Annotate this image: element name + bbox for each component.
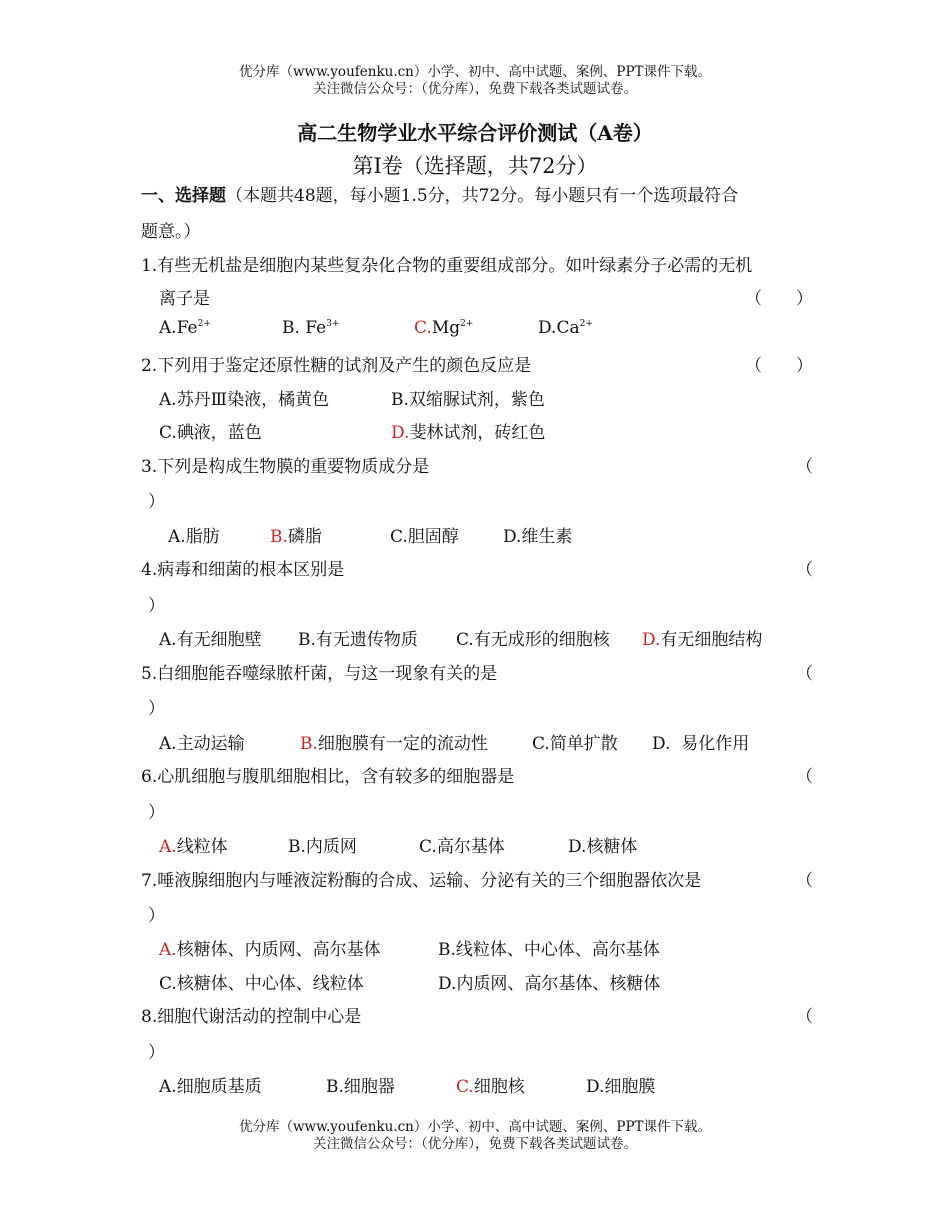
question-5-stem: 5.白细胞能吞噬绿脓杆菌，与这一现象有关的是 bbox=[141, 664, 498, 684]
question-1-stem-2: 离子是 bbox=[159, 289, 210, 309]
question-4-option-b: B.有无遗传物质 bbox=[298, 630, 418, 650]
question-7-option-d: D.内质网、高尔基体、核糖体 bbox=[438, 974, 661, 994]
question-8-option-c: C.细胞核 bbox=[456, 1077, 525, 1097]
answer-mark: B. bbox=[270, 527, 288, 547]
footer-line-1: 优分库（www.youfenku.cn）小学、初中、高中试题、案例、PPT课件下载。 bbox=[238, 1119, 712, 1135]
question-4-option-c: C.有无成形的细胞核 bbox=[456, 630, 610, 650]
answer-mark: D. bbox=[391, 423, 410, 443]
question-6-option-a: A.线粒体 bbox=[159, 837, 228, 857]
question-3-paren-close: ） bbox=[148, 492, 165, 512]
question-3-option-b: B.磷脂 bbox=[270, 527, 322, 547]
question-1-stem-1: 1.有些无机盐是细胞内某些复杂化合物的重要组成部分。如叶绿素分子必需的无机 bbox=[141, 256, 753, 276]
answer-mark: B. bbox=[300, 734, 318, 754]
page-footer bbox=[0, 1119, 950, 1153]
question-1-answer-blank: （ ） bbox=[745, 289, 813, 309]
section-heading: 一、选择题 bbox=[141, 186, 226, 206]
question-4-stem: 4.病毒和细菌的根本区别是 bbox=[141, 560, 345, 580]
question-1-option-b: B. $Fe^{3+}$ bbox=[282, 318, 340, 338]
question-4-paren-open: （ bbox=[796, 560, 813, 580]
question-3-stem: 3.下列是构成生物膜的重要物质成分是 bbox=[141, 457, 430, 477]
question-5-paren-close: ） bbox=[148, 699, 165, 719]
question-8-paren-open: （ bbox=[796, 1007, 813, 1027]
answer-mark: C. bbox=[414, 318, 432, 338]
question-2-option-b: B.双缩脲试剂，紫色 bbox=[391, 390, 545, 410]
question-6-stem: 6.心肌细胞与腹肌细胞相比，含有较多的细胞器是 bbox=[141, 767, 515, 787]
exam-subtitle: 第Ⅰ卷（选择题，共72分） bbox=[352, 154, 598, 178]
section-instructions-2: 题意。） bbox=[141, 222, 201, 242]
question-5-option-b: B.细胞膜有一定的流动性 bbox=[300, 734, 488, 754]
question-2-option-a: A.苏丹Ⅲ染液，橘黄色 bbox=[159, 390, 330, 410]
question-3-option-d: D.维生素 bbox=[503, 527, 573, 547]
question-6-option-c: C.高尔基体 bbox=[419, 837, 505, 857]
question-2-option-c: C.碘液，蓝色 bbox=[159, 423, 262, 443]
question-1-option-d: $D.Ca^{2+}$ bbox=[538, 318, 593, 338]
question-1-option-a: $A.Fe^{2+}$ bbox=[159, 318, 211, 338]
question-8-option-a: A.细胞质基质 bbox=[159, 1077, 262, 1097]
question-5-option-d: D. 易化作用 bbox=[652, 734, 750, 754]
footer-line-2: 关注微信公众号：（优分库），免费下载各类试题试卷。 bbox=[313, 1136, 637, 1152]
question-7-option-b: B.线粒体、中心体、高尔基体 bbox=[438, 940, 660, 960]
exam-title: 高二生物学业水平综合评价测试（A卷） bbox=[297, 121, 653, 145]
question-8-option-d: D.细胞膜 bbox=[586, 1077, 656, 1097]
question-8-stem: 8.细胞代谢活动的控制中心是 bbox=[141, 1007, 362, 1027]
question-6-option-d: D.核糖体 bbox=[568, 837, 638, 857]
question-1-option-c: $C.Mg^{2+}$ bbox=[414, 318, 474, 338]
question-5-option-c: C.简单扩散 bbox=[532, 734, 618, 754]
question-7-stem: 7.唾液腺细胞内与唾液淀粉酶的合成、运输、分泌有关的三个细胞器依次是 bbox=[141, 871, 702, 891]
section-instructions-1: （本题共48题，每小题1.5分，共72分。每小题只有一个选项最符合 bbox=[226, 186, 739, 206]
question-6-option-b: B.内质网 bbox=[288, 837, 357, 857]
question-5-option-a: A.主动运输 bbox=[159, 734, 245, 754]
question-3-option-a: A.脂肪 bbox=[168, 527, 220, 547]
question-4-option-d: D.有无细胞结构 bbox=[642, 630, 763, 650]
header-line-2: 关注微信公众号：（优分库），免费下载各类试题试卷。 bbox=[313, 81, 637, 97]
question-7-option-a: A.核糖体、内质网、高尔基体 bbox=[159, 940, 381, 960]
question-7-paren-open: （ bbox=[796, 871, 813, 891]
question-2-stem: 2.下列用于鉴定还原性糖的试剂及产生的颜色反应是 bbox=[141, 356, 532, 376]
question-6-paren-open: （ bbox=[796, 767, 813, 787]
section-instructions bbox=[141, 181, 738, 206]
page-header bbox=[0, 64, 950, 98]
header-line-1: 优分库（www.youfenku.cn）小学、初中、高中试题、案例、PPT课件下载。 bbox=[238, 64, 712, 80]
question-4-paren-close: ） bbox=[148, 596, 165, 616]
question-3-option-c: C.胆固醇 bbox=[390, 527, 459, 547]
answer-mark: A. bbox=[159, 837, 177, 857]
question-5-paren-open: （ bbox=[796, 664, 813, 684]
question-2-option-d: D.斐林试剂，砖红色 bbox=[391, 423, 546, 443]
question-4-option-a: A.有无细胞壁 bbox=[159, 630, 262, 650]
question-3-paren-open: （ bbox=[796, 457, 813, 477]
question-2-answer-blank: （ ） bbox=[745, 356, 813, 376]
question-7-option-c: C.核糖体、中心体、线粒体 bbox=[159, 974, 364, 994]
question-7-paren-close: ） bbox=[148, 906, 165, 926]
question-8-option-b: B.细胞器 bbox=[326, 1077, 395, 1097]
answer-mark: D. bbox=[642, 630, 661, 650]
question-6-paren-close: ） bbox=[148, 803, 165, 823]
answer-mark: A. bbox=[159, 940, 177, 960]
answer-mark: C. bbox=[456, 1077, 474, 1097]
question-8-paren-close: ） bbox=[148, 1043, 165, 1063]
